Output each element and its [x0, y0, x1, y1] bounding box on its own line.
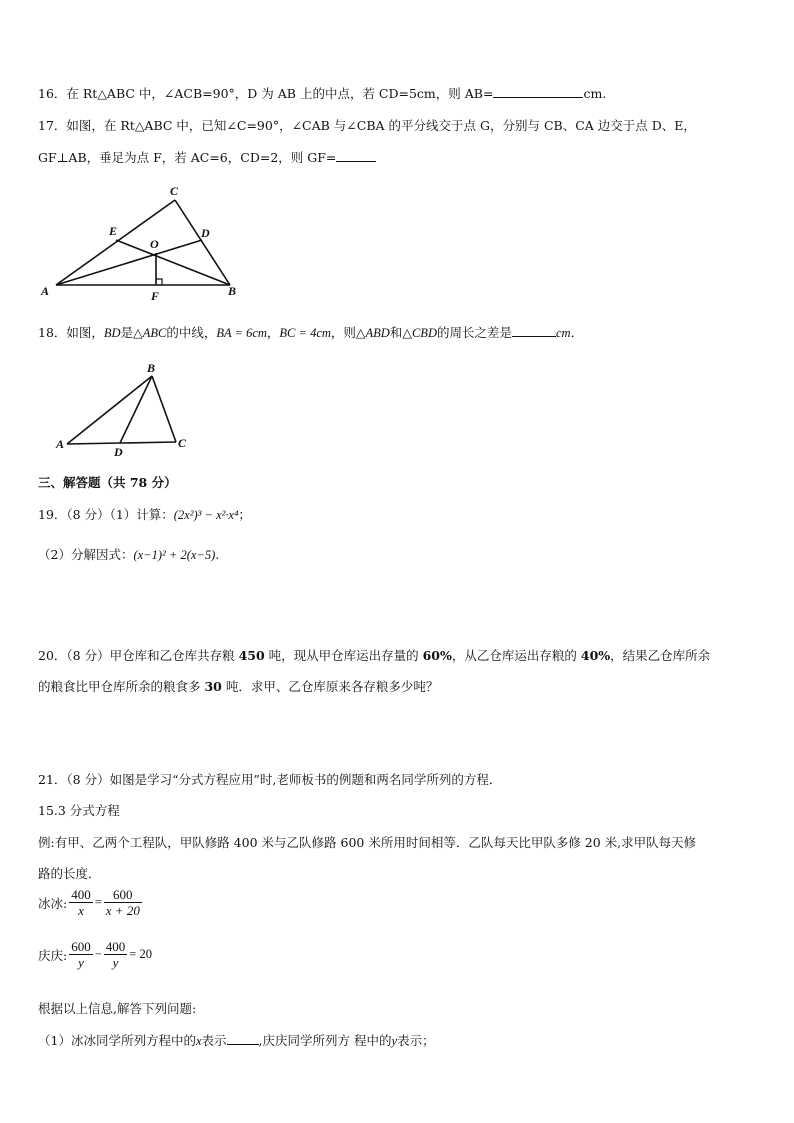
q18-unit: cm [556, 326, 571, 340]
q21-qq-num1: 600 [71, 939, 91, 954]
q17-label-c: C [170, 184, 179, 198]
q21-bb-num1: 400 [71, 887, 91, 902]
question-18 [38, 323, 583, 341]
q20-30: 30 [204, 679, 222, 694]
q21-part1-c: ,庆庆同学所列方 程中的 [258, 1033, 392, 1048]
q18-tri-abd: △ABD [355, 326, 390, 340]
q21-instruction: 根据以上信息,解答下列问题: [38, 1001, 197, 1016]
q18-label-c: C [178, 436, 187, 450]
q21-bb-frac1 [69, 887, 93, 918]
q21-bb-num2: 600 [104, 887, 142, 903]
q18-mid3: ，则 [330, 325, 356, 340]
q21-example-line1: 例:有甲、乙两个工程队，甲队修路 400 米与乙队修路 600 米所用时间相等．乙队每天比甲队多修 20 米,求甲队每天修 [38, 835, 697, 850]
q21-qingqing-label: 庆庆: [38, 947, 68, 963]
q17-label-b: B [228, 284, 237, 298]
q21-qq-frac1 [69, 939, 93, 970]
q18-median-bd [120, 376, 152, 443]
q18-tri-cbd: △CBD [402, 326, 437, 340]
q21-board-title: 15.3 分式方程 [38, 803, 120, 818]
q17-bisector-ad [56, 240, 202, 285]
q17-right-angle-mark [156, 279, 162, 285]
q17-triangle-figure [36, 182, 251, 304]
q20-line1-a: 20．（8 分）甲仓库和乙仓库共存粮 [38, 648, 239, 663]
q21-bb-den1: x [78, 903, 84, 918]
q18-bc: BC = 4cm [279, 326, 331, 340]
question-16 [38, 84, 606, 102]
q17-answer-blank[interactable] [336, 149, 376, 162]
question-20-line1 [38, 646, 710, 664]
q16-text: 16．在 Rt△ABC 中，∠ACB=90°，D 为 AB 上的中点，若 CD=5cm，则 AB= [38, 86, 494, 101]
q20-450: 450 [238, 648, 265, 663]
q21-bb-den2: x + 20 [105, 903, 140, 918]
q20-line2-a: 的粮食比甲仓库所余的粮食多 [38, 679, 205, 694]
q17-line1: 17．如图，在 Rt△ABC 中，已知∠C=90°，∠CAB 与∠CBA 的平分线交于点 G，分别与 CB、CA 边交于点 D、E， [38, 118, 696, 133]
q21-bb-equals: = [94, 895, 102, 909]
q21-qq-den2: y [112, 955, 119, 970]
q16-unit: cm. [583, 86, 607, 101]
q18-label-d: D [114, 445, 123, 458]
q16-answer-blank[interactable] [493, 85, 583, 98]
q19-part2-end: . [215, 547, 220, 562]
q21-part1-y: y [391, 1034, 398, 1048]
q17-label-a: A [41, 284, 50, 298]
q21-qq-rhs: = 20 [129, 947, 152, 961]
question-20-line2 [38, 677, 438, 695]
q21-bingbing-label: 冰冰: [38, 895, 68, 911]
q17-label-o: O [150, 237, 159, 251]
question-19-part2 [38, 545, 219, 563]
q20-line1-b: 吨，现从甲仓库运出存量的 [264, 648, 423, 663]
q18-mid1: 是 [120, 325, 134, 340]
q19-part1-prefix: 19．（8 分）（1）计算： [38, 507, 174, 522]
q21-bb-frac2 [104, 887, 142, 918]
q17-label-d: D [201, 226, 210, 240]
q21-part1-a: （1）冰冰同学所列方程中的 [38, 1033, 196, 1048]
q21-part1-x: x [195, 1034, 202, 1048]
q21-example-line2: 路的长度． [38, 866, 101, 881]
q18-side-ac [67, 442, 176, 444]
q20-40pct: 40% [580, 648, 611, 663]
q19-part2-expr: (x−1)² + 2(x−5) [133, 548, 216, 562]
q17-side-cb [175, 200, 230, 285]
q18-side-ab [67, 376, 152, 444]
q21-qq-frac2 [104, 939, 128, 970]
q18-label-b: B [147, 361, 156, 375]
q21-part1 [38, 1031, 435, 1049]
q21-part1-b: 表示 [201, 1033, 227, 1048]
q20-line1-d: ，结果乙仓库所余 [610, 648, 711, 663]
question-17-line2 [38, 148, 376, 166]
q18-triangle-figure [50, 360, 200, 458]
q17-label-f: F [151, 289, 160, 303]
q21-qingqing-equation [38, 939, 152, 970]
q21-part1-d: 表示； [397, 1033, 435, 1048]
q20-60pct: 60% [422, 648, 452, 663]
q18-prefix: 18．如图， [38, 325, 104, 340]
q19-part1-end: ； [238, 507, 251, 522]
q21-part1-blank[interactable] [227, 1032, 259, 1045]
q21-bingbing-equation [38, 887, 144, 918]
q18-tri-abc: △ABC [133, 326, 167, 340]
q18-side-bc [152, 376, 176, 442]
q18-label-a: A [56, 437, 65, 451]
q19-part2-prefix: （2）分解因式： [38, 547, 134, 562]
section-3-title: 三、解答题（共 78 分） [38, 475, 177, 490]
q18-and: 和 [389, 325, 403, 340]
q17-line2-text: GF⊥AB，垂足为点 F，若 AC=6，CD=2，则 GF= [38, 150, 337, 165]
q18-bd: BD [103, 326, 121, 340]
q21-line1: 21．（8 分）如图是学习“分式方程应用”时,老师板书的例题和两名同学所列的方程． [38, 772, 502, 787]
q20-line2-b: 吨．求甲、乙仓库原来各存粮多少吨？ [221, 679, 439, 694]
question-19-part1 [38, 505, 251, 523]
q17-label-e: E [109, 224, 118, 238]
q18-mid2: 的中线， [166, 325, 217, 340]
q20-line1-c: ，从乙仓库运出存粮的 [451, 648, 581, 663]
q18-ba: BA = 6cm [216, 326, 267, 340]
q18-sep: ， [266, 325, 280, 340]
q21-qq-num2: 400 [105, 939, 126, 954]
q21-qq-minus: − [94, 947, 102, 961]
q18-mid4: 的周长之差是 [436, 325, 512, 340]
q17-bisector-be [116, 240, 230, 285]
q19-part1-expr: (2x²)³ − x²·x⁴ [173, 508, 239, 522]
q21-qq-den1: y [78, 955, 84, 970]
q18-answer-blank[interactable] [512, 324, 556, 337]
q18-end: ． [570, 325, 584, 340]
